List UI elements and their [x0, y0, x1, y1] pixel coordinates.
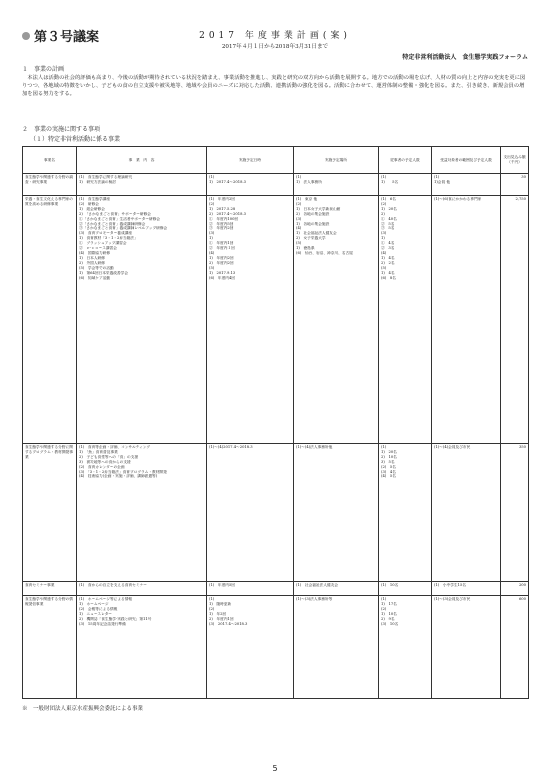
places-cell: [294, 196, 379, 444]
staff-line: (4): [381, 250, 387, 255]
dates-line: (6) 年度内4回: [209, 275, 236, 280]
staff-cell: [379, 444, 432, 582]
places-line: 2) 各地の集会施設: [296, 211, 330, 216]
places-line: (3): [296, 216, 302, 221]
beneficiaries-cell: [432, 596, 501, 699]
cost-cell: 350: [501, 444, 529, 582]
content-line: 2) 外国人研修: [79, 260, 105, 265]
staff-cell: [379, 596, 432, 699]
content-line: (2) 食育カレンダーの企画: [79, 464, 125, 469]
content-cell: [77, 196, 207, 444]
staff-line: (3): [381, 231, 387, 236]
plan-table: [22, 146, 529, 699]
content-line: (2) 会報等による情報: [79, 606, 118, 611]
staff-line: 1): [381, 236, 385, 241]
places-line: 1) 徳島県: [296, 246, 315, 251]
content-cell: [77, 174, 207, 196]
dates-cell: [207, 196, 294, 444]
content-line: (5) 学会等での活動: [79, 265, 114, 270]
places-line: 1) 日本女子大学新泉山館: [296, 206, 341, 211]
dates-line: 1) 年2回: [209, 611, 227, 616]
beneficiaries-line: (1) 小中学生15名: [434, 583, 467, 587]
places-line: (5): [296, 241, 302, 246]
dates-line: 1) 随時更新: [209, 601, 232, 606]
page-number: 5: [272, 764, 278, 773]
places-line: (1) 社会福祉法人健友会: [296, 583, 339, 587]
beneficiaries-line: (1)～(4)会員及び市民: [434, 445, 471, 449]
table-row: [23, 444, 529, 582]
footnote: ※ 一般財団法人東京水産振興会委託による事業: [22, 706, 144, 712]
cost-cell: 2,750: [501, 196, 529, 444]
staff-line: ② 3名: [381, 246, 395, 251]
dates-line: (1) 年度内2回: [209, 197, 236, 201]
business-name-cell: 食生態学や関連する分野の調査・研究事業: [23, 174, 77, 196]
dates-line: ② 年度内１回: [209, 246, 235, 251]
places-line: 1) 法人事務所: [296, 179, 322, 184]
staff-line: 1) 17名: [381, 601, 397, 606]
content-line: (3) 15周年記念誌発行準備: [79, 621, 126, 626]
content-line: 2) 子ども食堂等への「食」の支援: [79, 454, 139, 459]
staff-line: (3) 4名: [381, 469, 396, 474]
dates-line: (1) 年度内5回: [209, 583, 236, 587]
content-cell: [77, 582, 207, 596]
content-line: ① ブラッシュアップ講習会: [79, 241, 127, 246]
dates-line: (2): [209, 606, 215, 611]
column-header: 事業名: [23, 147, 77, 174]
content-line: ①「さかなまごと食育」生活者サポーター研修会: [79, 216, 161, 221]
places-line: (1)～(3)法人事務所等: [296, 597, 333, 601]
staff-line: (2): [381, 201, 387, 206]
beneficiaries-line: (1)～(6)食にかかわる専門家: [434, 197, 482, 201]
places-line: (4): [296, 226, 302, 231]
content-cell: [77, 596, 207, 699]
content-line: (1) 食育等企画・評価、コンサルティング: [79, 445, 151, 449]
content-line: (2) 研修会: [79, 201, 99, 206]
dates-line: ② 年度内5回: [209, 221, 234, 226]
staff-line: (3) 10名: [381, 621, 399, 626]
staff-line: (4) 5名: [381, 474, 396, 479]
content-line: 1) 「魚」食育普及事業: [79, 449, 118, 454]
content-cell: [77, 444, 207, 582]
dates-line: 2) 年度内1回: [209, 616, 234, 621]
dates-line: (1): [209, 597, 215, 601]
beneficiaries-line: 1)会員 他: [434, 179, 451, 184]
staff-line: ① 40名: [381, 216, 397, 221]
section-1-body: 本法人は活動の社会的評価も高まり、今後の活動が期待されている状況を踏まえ、事業活動を推進し、実践と研究の双方向から活動を展開する。地方での活動の場を広げ、人材の質の向上と内容の充実を更に図りつつ、各地域の特徴をいかし、子どもの食の自立支援や被災地等、地域や会員のニーズに対応した活動、連携活動の強化を図る。活動に合わせて、運営体制の整備・強化を図る。また、引き続き、新規会員の増加を図る努力をする。: [22, 75, 526, 97]
places-cell: [294, 582, 379, 596]
beneficiaries-cell: [432, 444, 501, 582]
table-header-row: [23, 147, 529, 174]
dates-line: 2) 2017.4～2018.3: [209, 211, 246, 216]
content-line: (1) 食生態学講座: [79, 197, 111, 201]
content-line: ②「さかなまごと食育」養成講師研修会: [79, 221, 146, 226]
column-header: 実施予定場所: [294, 147, 379, 174]
staff-line: (1): [381, 445, 387, 449]
plan-period: 2017年４月１日から2018年3月31日まで: [221, 44, 329, 50]
staff-line: (2) 5名: [381, 464, 396, 469]
dates-line: (3): [209, 231, 215, 236]
dates-cell: [207, 582, 294, 596]
dates-cell: [207, 444, 294, 582]
staff-line: (1): [381, 175, 387, 179]
staff-line: ① 4名: [381, 241, 395, 246]
staff-line: 1) 10名: [381, 611, 397, 616]
beneficiaries-line: (1): [434, 175, 440, 179]
staff-line: 2): [381, 211, 385, 216]
staff-cell: [379, 196, 432, 444]
cost-cell: 30: [501, 174, 529, 196]
beneficiaries-line: (1)～(3)会員及び市民: [434, 597, 471, 601]
business-name-cell: 食育セミナー事業: [23, 582, 77, 596]
dates-line: (1)～(4)2017.4～2018.3: [209, 445, 253, 449]
business-name-cell: 食生態学や関連する分野に関するプログラム・教材開発事業: [23, 444, 77, 582]
staff-line: 2) 10名: [381, 454, 397, 459]
business-name-cell: 食生態学や関連する分野の情報発信事業: [23, 596, 77, 699]
content-line: 1) 総会研修会: [79, 206, 105, 211]
organization-name: 特定非営利活動法人 食生態学実践フォーラム: [402, 54, 528, 61]
staff-cell: [379, 174, 432, 196]
content-line: 1) 日本人研修: [79, 255, 105, 260]
dates-line: (2): [209, 201, 215, 206]
content-line: 1) ホームページ: [79, 601, 109, 606]
dates-line: (4): [209, 250, 215, 255]
content-line: (1) 食生態学に関する理論研究: [79, 175, 133, 179]
column-header: 支出見込み額（千円）: [501, 147, 529, 174]
beneficiaries-cell: [432, 582, 501, 596]
places-line: (6) 仙台、岩沼、神奈川、名古屋: [296, 250, 353, 255]
dates-line: 1) 2017.4～2018.3: [209, 179, 246, 184]
column-header: 実施予定日時: [207, 147, 294, 174]
staff-line: (2): [381, 606, 387, 611]
content-line: (3) 「3・1・2弁当箱法」食育プログラム・教材開発: [79, 469, 167, 474]
staff-line: (1): [381, 597, 387, 601]
column-header: 事 業 内 容: [77, 147, 207, 174]
places-line: 2) 女子栄養大学: [296, 236, 326, 241]
places-line: 1) 社会福祉法人健友会: [296, 231, 337, 236]
staff-line: (1) 10名: [381, 583, 399, 587]
staff-line: ② 5名: [381, 221, 395, 226]
staff-line: 1) 20名: [381, 449, 397, 454]
content-line: 1) 研究方法論の検討: [79, 179, 116, 184]
dates-line: (3) 2017.4～2018.3: [209, 621, 248, 626]
beneficiaries-cell: [432, 196, 501, 444]
dates-line: 1) 2017.5.28: [209, 206, 236, 211]
content-line: 3) 被災地等への食からの支援: [79, 459, 131, 464]
cost-cell: 600: [501, 596, 529, 699]
table-row: [23, 596, 529, 699]
places-cell: [294, 596, 379, 699]
dates-line: ① 年度内100回: [209, 216, 239, 221]
dates-line: 2) 年度内2回: [209, 260, 234, 265]
content-line: (6) 知域ケア活動: [79, 275, 111, 280]
table-row: [23, 582, 529, 596]
content-line: 2) 「さかなまごと食育」サポーター研修会: [79, 211, 151, 216]
table-row: [23, 196, 529, 444]
content-line: (4) 国際協力研修: [79, 250, 111, 255]
beneficiaries-cell: [432, 174, 501, 196]
dates-line: ① 年度内1回: [209, 241, 234, 246]
column-header: 受益対象者の範囲及び予定人数: [432, 147, 501, 174]
dates-line: ③ 年度内2回: [209, 226, 234, 231]
dates-cell: [207, 596, 294, 699]
content-line: 2) 機関誌「食生態学-実践と研究」第11号: [79, 616, 152, 621]
dates-line: 1) 2017.9.13: [209, 270, 236, 275]
document-number-label: 第３号議案: [34, 30, 100, 45]
staff-line: 1) 4名: [381, 270, 395, 275]
staff-line: ③ 5名: [381, 226, 395, 231]
staff-line: (6) 8名: [381, 275, 396, 280]
dates-line: (1): [209, 175, 215, 179]
business-name-cell: 栄養・食生文化える専門家の質を高める研修事業: [23, 196, 77, 444]
content-line: (4) 技術協力(企画・実施・評価、講師派遣等): [79, 474, 158, 479]
dates-cell: [207, 174, 294, 196]
content-line: (1) 食からの自立を支える食育セミナー: [79, 583, 147, 587]
section-1-heading: １ 事業の計画: [22, 66, 65, 73]
places-line: 1) 各地の集会施設: [296, 221, 330, 226]
staff-line: (1) 6名: [381, 197, 396, 201]
places-cell: [294, 174, 379, 196]
dates-line: 1) 年度内2回: [209, 255, 234, 260]
places-line: (2): [296, 201, 302, 206]
content-line: ③「さかなまごと食育」養成講師レベルアップ研修会: [79, 226, 168, 231]
table-row: [23, 174, 529, 196]
content-line: 1) 第64回日本栄養改善学会: [79, 270, 129, 275]
staff-line: (5): [381, 265, 387, 270]
content-line: 1) ニュースレター: [79, 611, 112, 616]
content-line: ② ｅ-ｃｏース講習会: [79, 246, 117, 251]
section-2-subheading: （１）特定非営利活動に係る事業: [30, 136, 121, 143]
staff-line: 1) 5名: [381, 179, 399, 184]
places-line: (1): [296, 175, 302, 179]
places-cell: [294, 444, 379, 582]
content-line: (1) ホームページ等による情報: [79, 597, 133, 601]
staff-line: 1) 4名: [381, 255, 395, 260]
content-line: (3) 食育プロモーター養成講座: [79, 231, 133, 236]
staff-line: 1) 20名: [381, 206, 397, 211]
staff-line: 2) 2名: [381, 260, 395, 265]
cost-cell: 200: [501, 582, 529, 596]
section-2-heading: ２ 事業の実施に関する事項: [22, 126, 101, 133]
content-line: 1) 食育教材「3・1・2弁当箱法」: [79, 236, 138, 241]
places-line: (1) 東京 他: [296, 197, 318, 201]
dates-line: (5): [209, 265, 215, 270]
staff-line: 3) 5名: [381, 459, 395, 464]
staff-cell: [379, 582, 432, 596]
staff-line: 2) 9名: [381, 616, 395, 621]
places-line: (1)～(4)法人事務所他: [296, 445, 333, 449]
dates-line: 1): [209, 236, 213, 241]
document-title: 2017 年度事業計画(案): [199, 31, 351, 41]
column-header: 従事者の予定人数: [379, 147, 432, 174]
